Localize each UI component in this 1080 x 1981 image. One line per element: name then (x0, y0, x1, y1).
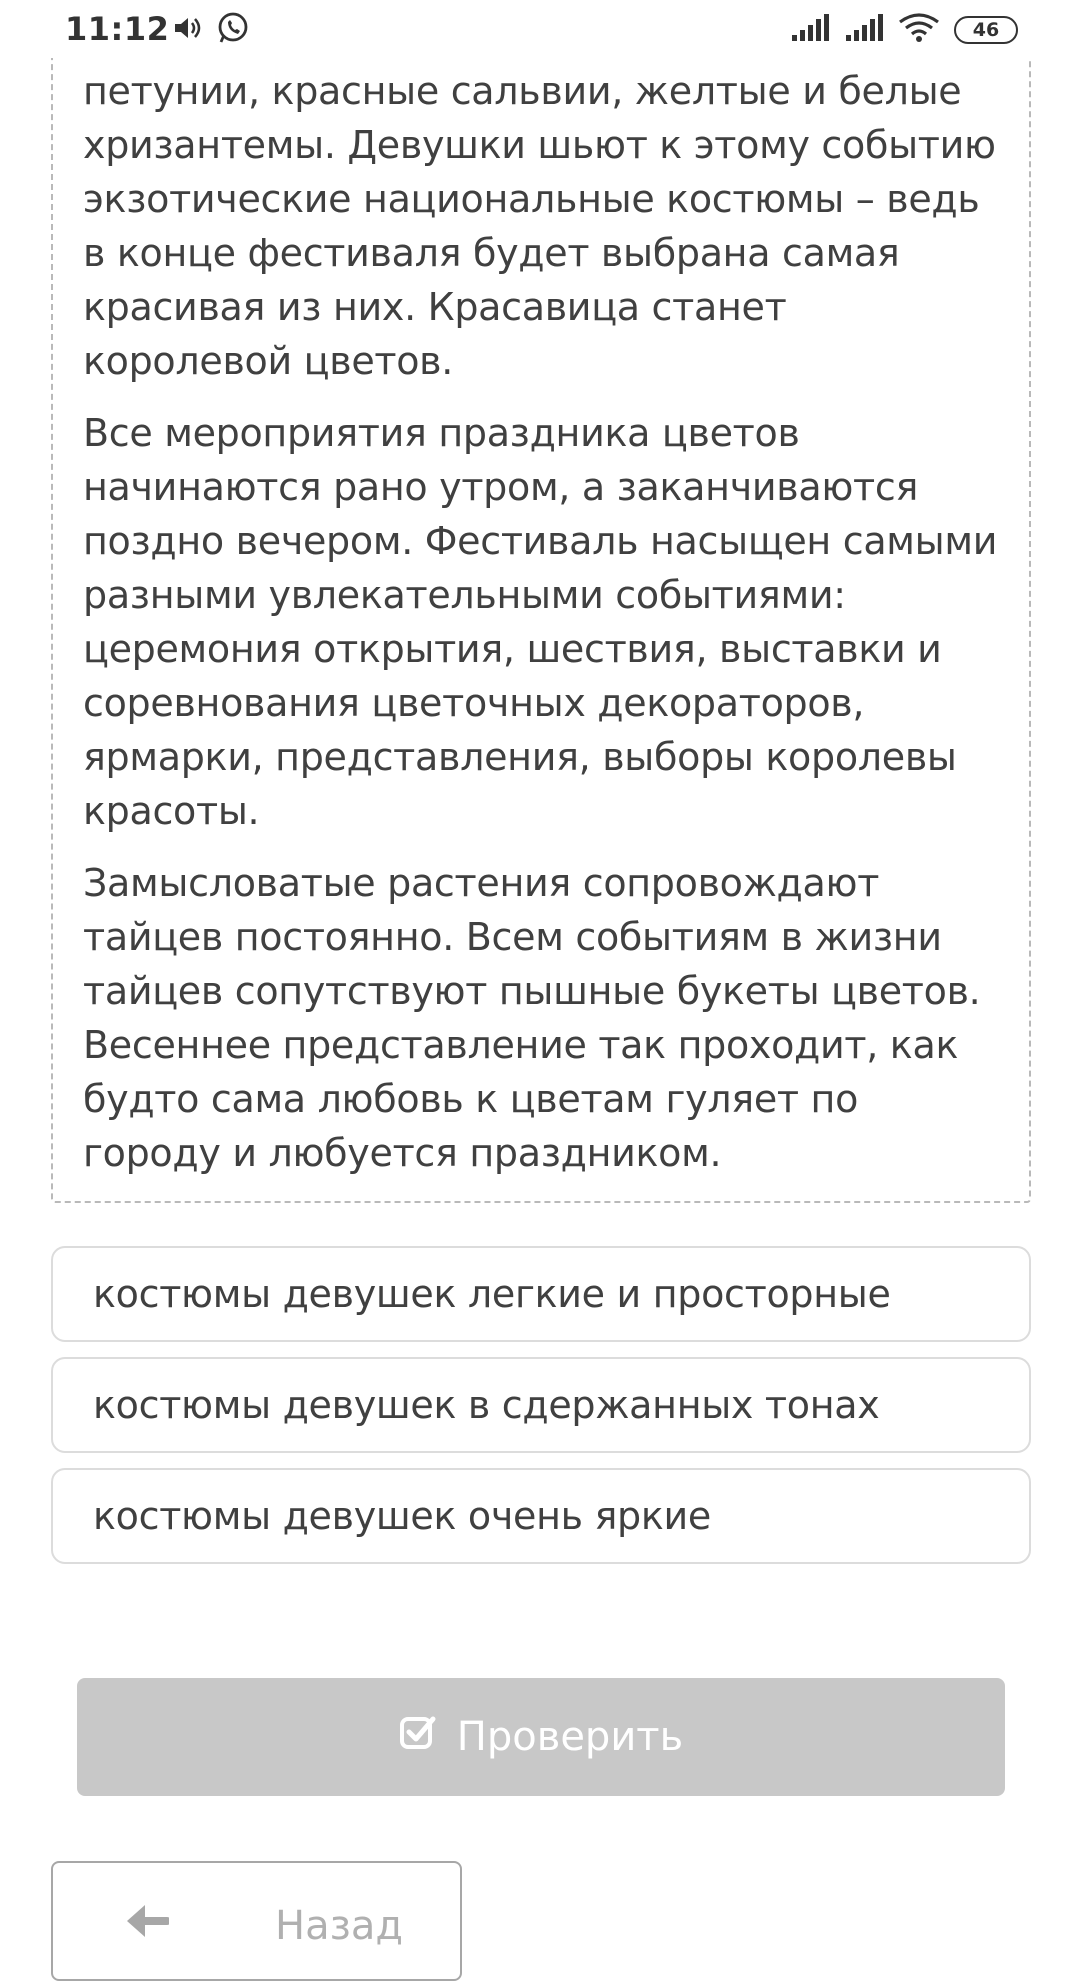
signal-icon (844, 13, 884, 47)
status-bar (0, 0, 1080, 58)
passage-paragraph: Замысловатые растения сопровождают тайцев постоянно. Всем событиям в жизни тайцев сопутствуют пышные букеты цветов. Весеннее представление так проходит, как будто сама любовь к цветам гуляет по городу и любуется праздником. (83, 861, 981, 1175)
answer-option-label: костюмы девушек очень яркие (93, 1494, 711, 1538)
answer-option-1[interactable] (51, 1246, 1031, 1342)
status-left-icons (172, 12, 250, 48)
check-button-label: Проверить (456, 1714, 684, 1760)
status-right-icons (790, 12, 1018, 48)
answer-option-label: костюмы девушек легкие и просторные (93, 1272, 891, 1316)
reading-passage (51, 0, 1031, 1203)
back-button-label: Назад (275, 1903, 404, 1949)
status-time: 11:12 (65, 10, 170, 48)
answer-option-label: костюмы девушек в сдержанных тонах (93, 1383, 880, 1427)
answer-option-3[interactable] (51, 1468, 1031, 1564)
passage-paragraph: Все мероприятия праздника цветов начинаются рано утром, а заканчиваются поздно вечером. Фестиваль насыщен самыми разными увлекательными событиями: церемония открытия, шествия, выставки и соревнования цветочных декораторов, ярмарки, представления, выборы королевы красоты. (83, 411, 998, 833)
checkbox-icon (399, 1712, 439, 1762)
answer-option-2[interactable] (51, 1357, 1031, 1453)
battery-icon: 46 (954, 16, 1018, 44)
wifi-icon (898, 12, 940, 48)
arrow-left-icon (125, 1901, 169, 1945)
volume-icon (172, 13, 202, 47)
check-button[interactable] (77, 1678, 1005, 1796)
passage-paragraph: петунии, красные сальвии, желтые и белые хризантемы. Девушки шьют к этому событию экзотические национальные костюмы – ведь в конце фестиваля будет выбрана самая красивая из них. Красавица станет королевой цветов. (83, 69, 996, 383)
signal-icon (790, 13, 830, 47)
whatsapp-icon (216, 11, 250, 49)
back-button[interactable] (51, 1861, 462, 1981)
